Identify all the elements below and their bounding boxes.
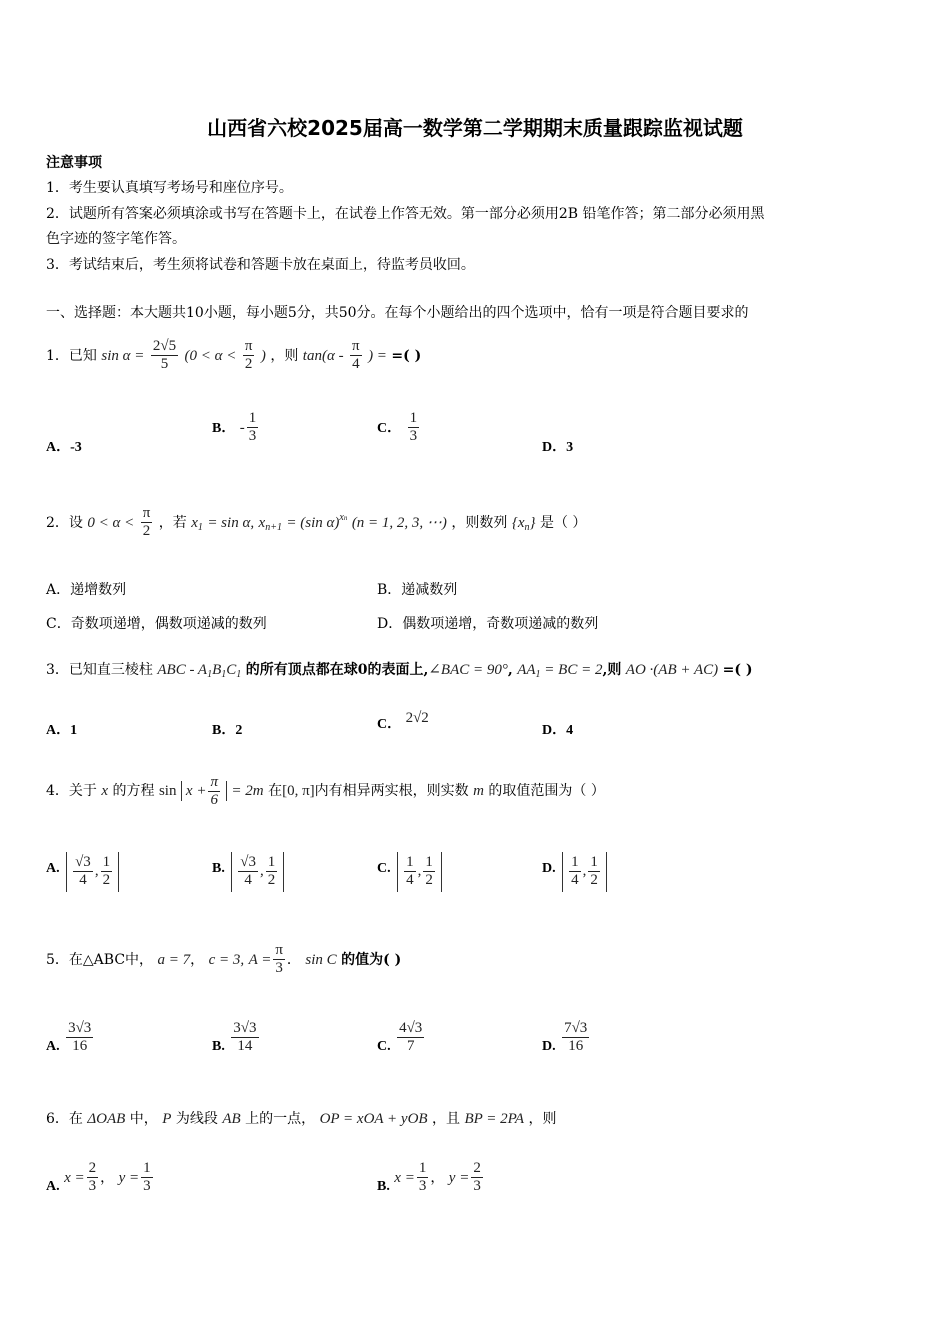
page-title: 山西省六校2025届高一数学第二学期期末质量跟踪监视试题 [207, 116, 743, 140]
q2-ineq: 0 < α < [87, 514, 135, 531]
q4-end: 的取值范围为（ ） [488, 783, 605, 800]
q1-tan: tan(α - [302, 347, 344, 364]
question-1 [46, 338, 421, 374]
q1-pi: π [243, 338, 255, 356]
q1-option-c-label: C． [377, 420, 402, 436]
q5-option-a[interactable] [46, 1020, 95, 1056]
frac [471, 1160, 483, 1196]
q4-pi6 [208, 774, 220, 810]
q3-option-c[interactable] [377, 710, 429, 733]
q5-option-a-frac [66, 1020, 93, 1056]
q3-sub: 1 [236, 669, 242, 680]
notice-item: 1．考生要认真填写考场号和座位序号。 [46, 180, 293, 196]
q6-mid4: ，且 [432, 1111, 461, 1127]
q5-prefix: 5．在△ABC中， [46, 951, 154, 968]
q4-mid3: 内有相异两实根，则实数 [314, 783, 469, 800]
q3-dot: AO ·(AB + AC) [625, 662, 719, 678]
q5-option-b-frac [231, 1020, 258, 1056]
frac-num: 2 [87, 1160, 99, 1178]
frac-num: 3√3 [231, 1020, 258, 1038]
frac-num: 1 [408, 410, 420, 428]
frac-den: 14 [237, 1038, 253, 1055]
q2-mid: ，若 [158, 514, 187, 531]
q1-range-close: ) [260, 347, 266, 364]
frac-den: 16 [72, 1038, 88, 1055]
q2-seq [512, 515, 536, 531]
q1-close: ) = [368, 347, 387, 364]
q4-option-c-interval [397, 852, 442, 892]
frac-num: 1 [423, 854, 435, 872]
q4-option-a-label: A. [46, 860, 60, 876]
q5-sinC: sin C [305, 951, 337, 968]
question-3 [46, 659, 752, 680]
q3-option-d[interactable] [542, 719, 573, 739]
q5-a: a = 7 [157, 951, 191, 968]
q1-sin: sin α = [101, 347, 145, 364]
q4-option-c[interactable] [377, 852, 444, 892]
q3-aa-eq: = BC = 2 [544, 662, 603, 678]
q1-frac [151, 338, 178, 374]
notice-item: 3．考试结束后，考生须将试卷和答题卡放在桌面上，待监考员收回。 [46, 257, 475, 273]
frac-num: 1 [247, 410, 259, 428]
frac [569, 854, 581, 890]
q1-option-c-frac [408, 410, 420, 446]
q5-option-b-label: B. [212, 1038, 225, 1054]
q6-x-eq: x = [394, 1169, 415, 1186]
q2-xn [259, 515, 282, 531]
frac-den: 4 [571, 872, 579, 889]
q2-x1-var: x [191, 514, 198, 531]
q4-interval: [0, π] [282, 783, 315, 800]
q3-prism-c: C [226, 662, 237, 678]
frac [73, 854, 93, 890]
q3-option-b[interactable] [212, 719, 242, 739]
q6-prefix: 6．在 [46, 1111, 83, 1127]
q4-x: x [101, 783, 109, 800]
q2-seq-sub: n [524, 521, 530, 533]
q3-prism-a: ABC - A [157, 662, 208, 678]
question-6 [46, 1108, 557, 1128]
frac-den: 3 [248, 428, 257, 445]
question-4 [46, 774, 605, 810]
q1-four: 4 [352, 356, 360, 373]
section-heading: 一、选择题：本大题共10小题，每小题5分，共50分。在每个小题给出的四个选项中，恰有一项是符合题目要求的 [46, 305, 749, 321]
q5-sep: ， [190, 951, 205, 968]
q4-pi: π [208, 774, 220, 792]
q2-seq-open: {x [511, 514, 525, 531]
q2-two: 2 [142, 523, 151, 540]
q2-eq2: = (sin α) [286, 514, 340, 531]
q3-aa-var: AA [517, 662, 536, 678]
q5-option-c-frac [397, 1020, 424, 1056]
q1-pi-frac [243, 338, 255, 374]
q5-option-b[interactable] [212, 1020, 261, 1056]
frac-den: 3 [473, 1178, 481, 1195]
q3-prefix: 3．已知直三棱柱 [46, 662, 153, 678]
sep: ， [100, 1169, 115, 1186]
q5-option-a-label: A. [46, 1038, 60, 1054]
q2-option-c[interactable]: C．奇数项递增，偶数项递减的数列 [46, 616, 267, 632]
q3-option-b-label: B．2 [212, 723, 243, 738]
q2-xn-sub: n+1 [265, 521, 282, 533]
q4-abs [181, 774, 227, 809]
q4-eq: = 2m [231, 783, 264, 800]
frac-den: 2 [590, 872, 598, 889]
q3-sub: 1 [207, 669, 213, 680]
q6-option-b[interactable] [377, 1160, 485, 1196]
q6-AB: AB [222, 1111, 241, 1127]
q3-angle: ∠BAC = 90° [428, 662, 508, 678]
q5-end: 的值为( ) [341, 951, 402, 968]
comma: , [582, 863, 587, 880]
frac-den: 4 [79, 872, 87, 889]
q1-option-c[interactable] [377, 410, 421, 446]
q2-tail: 是（ ） [539, 514, 587, 531]
q4-option-d-interval [562, 852, 607, 892]
q1-option-d-label: D．3 [542, 440, 574, 455]
q5-three: 3 [275, 960, 283, 977]
q1-option-b-frac [247, 410, 259, 446]
frac-num: 3√3 [66, 1020, 93, 1038]
q5-A: A = [248, 951, 272, 968]
q6-option-a[interactable] [46, 1160, 155, 1196]
q3-option-a[interactable] [46, 719, 77, 739]
q2-exp [339, 512, 347, 523]
frac-den: 3 [409, 428, 418, 445]
q6-op: OP = xOA + yOB [319, 1111, 428, 1127]
frac-den: 2 [267, 872, 276, 889]
q2-n-range: (n = 1, 2, 3, ⋯) [351, 514, 447, 531]
q1-option-d[interactable] [542, 436, 573, 456]
frac-num: 2 [471, 1160, 483, 1178]
q2-option-b[interactable]: B．递减数列 [377, 582, 458, 598]
q3-prism-b: B [212, 662, 222, 678]
q5-period: ． [286, 951, 301, 968]
comma: , [260, 863, 264, 880]
q2-x1 [191, 515, 203, 531]
q2-end: ，则数列 [451, 514, 508, 531]
frac-num: 1 [404, 854, 416, 872]
q4-option-b[interactable] [212, 852, 286, 892]
q4-option-b-label: B. [212, 860, 225, 876]
q1-option-a-label: A．-3 [46, 440, 82, 455]
frac [417, 1160, 429, 1196]
q1-prefix: 1．已知 [46, 347, 97, 364]
q3-option-c-value: 2√2 [405, 710, 429, 726]
frac-num: 1 [141, 1160, 153, 1178]
frac-num: 1 [417, 1160, 429, 1178]
q6-y-eq: y = [118, 1169, 140, 1186]
q6-P: P [162, 1111, 172, 1127]
q2-prefix: 2．设 [46, 514, 83, 531]
q6-triangle: ΔOAB [87, 1111, 126, 1127]
question-2 [46, 505, 586, 541]
q1-option-b-sign: - [239, 419, 245, 436]
frac-num: √3 [238, 854, 258, 872]
q2-eq1: = sin α, [207, 514, 255, 531]
q4-mid: 的方程 [112, 783, 155, 800]
frac [141, 1160, 153, 1196]
q6-mid: 中， [129, 1111, 158, 1127]
q1-range-open: (0 < α < [184, 347, 237, 364]
q2-pi: π [141, 505, 153, 523]
frac-den: 3 [88, 1178, 97, 1195]
q5-option-c-label: C. [377, 1038, 391, 1054]
q2-x1-sub: 1 [197, 521, 203, 533]
frac [404, 854, 416, 890]
q5-c: c = 3, [208, 951, 245, 968]
frac [87, 1160, 99, 1196]
frac-num: 1 [588, 854, 600, 872]
question-5 [46, 942, 401, 978]
q2-exp-sub: n [343, 513, 348, 522]
frac-num: 7√3 [562, 1020, 589, 1038]
q3-option-c-label: C． [377, 717, 402, 732]
notice-item: 色字迹的签字笔作答。 [46, 231, 186, 247]
frac-den: 7 [406, 1038, 415, 1055]
q3-sub: 1 [535, 669, 541, 680]
q4-option-c-label: C. [377, 860, 391, 876]
frac [101, 854, 113, 890]
q4-in: 在 [268, 783, 283, 800]
q2-pi-frac [141, 505, 153, 541]
q2-exp-var: x [339, 511, 344, 523]
q2-option-a[interactable]: A．递增数列 [46, 582, 127, 598]
frac-num: 1 [101, 854, 113, 872]
q1-option-a[interactable] [46, 436, 82, 456]
frac-den: 4 [244, 872, 252, 889]
q4-option-d-label: D. [542, 860, 556, 876]
frac-num: √3 [73, 854, 93, 872]
q3-option-d-label: D．4 [542, 723, 574, 738]
q1-frac-num: 2√5 [151, 338, 178, 356]
q6-option-a-label: A. [46, 1178, 60, 1194]
q3-mid: 的所有顶点都在球0的表面上, [245, 662, 429, 678]
q6-mid3: 上的一点， [245, 1111, 316, 1127]
q2-option-d[interactable]: D．偶数项递增，奇数项递减的数列 [377, 616, 599, 632]
frac [266, 854, 278, 890]
q4-inner: x + [185, 783, 207, 800]
frac-den: 16 [568, 1038, 584, 1055]
q6-bp: BP = 2PA [464, 1111, 525, 1127]
q3-prism [157, 662, 241, 678]
q3-option-a-label: A．1 [46, 723, 78, 738]
q1-pi4-frac [350, 338, 362, 374]
q1-end: =( ) [391, 347, 422, 364]
q5-option-c[interactable] [377, 1020, 426, 1056]
q2-xn-var: x [258, 514, 266, 531]
q6-option-b-label: B. [377, 1178, 390, 1194]
q4-m: m [473, 783, 484, 800]
notice-item: 2．试题所有答案必须填涂或书写在答题卡上，在试卷上作答无效。第一部分必须用2B 铅笔作答；第二部分必须用黑 [46, 206, 765, 222]
frac [423, 854, 435, 890]
q6-y-eq: y = [448, 1169, 470, 1186]
comma: , [94, 863, 99, 880]
q4-sin: sin [158, 783, 177, 800]
q3-then: ,则 [602, 662, 622, 678]
q5-option-d-label: D. [542, 1038, 556, 1054]
comma: , [417, 863, 422, 880]
q1-pi4: π [350, 338, 362, 356]
notice-heading: 注意事项 [46, 155, 102, 171]
q5-option-d[interactable] [542, 1020, 591, 1056]
frac-num: 1 [266, 854, 278, 872]
frac-den: 4 [406, 872, 414, 889]
q3-sub: 1 [221, 669, 227, 680]
frac-den: 3 [418, 1178, 427, 1195]
frac-den: 3 [143, 1178, 151, 1195]
q4-option-b-interval [231, 852, 284, 892]
frac-num: 1 [569, 854, 581, 872]
q3-comma: , [507, 662, 513, 678]
q4-prefix: 4．关于 [46, 783, 97, 800]
q6-mid2: 为线段 [175, 1111, 218, 1127]
q4-six: 6 [210, 792, 218, 809]
frac-den: 2 [425, 872, 433, 889]
frac [588, 854, 600, 890]
q1-option-b[interactable] [212, 410, 260, 446]
q5-pi: π [273, 942, 285, 960]
q6-end: ，则 [528, 1111, 557, 1127]
sep: ， [430, 1169, 445, 1186]
frac [238, 854, 258, 890]
q2-seq-close: } [529, 514, 536, 531]
q1-frac-den: 5 [160, 356, 169, 373]
q3-aa [517, 662, 602, 678]
q1-mid: ，则 [270, 347, 299, 364]
q5-pi3 [273, 942, 285, 978]
q4-option-a[interactable] [46, 852, 121, 892]
frac-num: 4√3 [397, 1020, 424, 1038]
q5-option-d-frac [562, 1020, 589, 1056]
q4-option-a-interval [66, 852, 119, 892]
q3-end: =( ) [722, 662, 753, 678]
q6-x-eq: x = [64, 1169, 85, 1186]
frac-den: 2 [102, 872, 111, 889]
q1-option-b-label: B． [212, 420, 236, 436]
q1-two: 2 [244, 356, 253, 373]
q4-option-d[interactable] [542, 852, 609, 892]
